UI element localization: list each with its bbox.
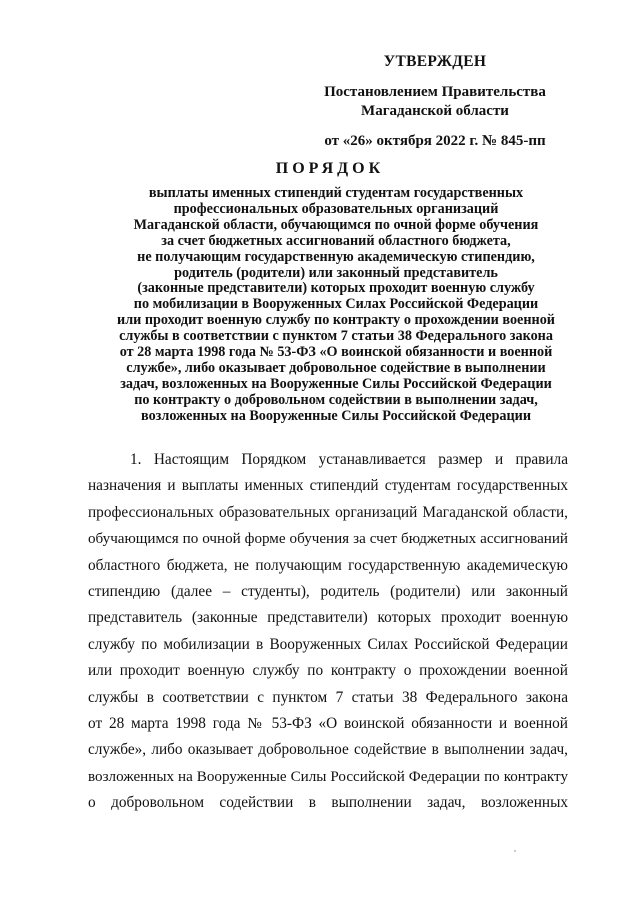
document-subtitle (86, 186, 586, 425)
subtitle-line: родитель (родители) или законный представитель (174, 264, 498, 281)
subtitle-line: за счет бюджетных ассигнований областного бюджета, (161, 232, 511, 249)
subtitle-line: службы в соответствии с пунктом 7 статьи 38 Федерального закона (119, 328, 553, 345)
subtitle-line: (законные представители) которых проходит военную службу (137, 280, 535, 297)
subtitle-line: или проходит военную службу по контракту о прохождении военной (117, 312, 555, 329)
subtitle-line: по мобилизации в Вооруженных Силах Российской Федерации (133, 296, 539, 313)
paragraph-line: о добровольном содействии в выполнении задач, возложенных (88, 794, 568, 812)
subtitle-line: возложенных на Вооруженные Силы Российской Федерации (141, 407, 531, 424)
paragraph-line: службе», либо оказывает добровольное содействие в выполнении задач, (88, 741, 568, 759)
subtitle-line: Магаданской области, обучающимся по очной форме обучения (133, 216, 539, 233)
decree-region-line: Магаданской области (361, 103, 509, 119)
subtitle-line: задач, возложенных на Вооруженные Силы Российской Федерации (120, 375, 552, 392)
decree-date: от «26» октября 2022 г. № 845-пп (324, 133, 546, 149)
paragraph-line: службу по мобилизации в Вооруженных Силах Российской Федерации (88, 635, 568, 653)
subtitle-line: профессиональных образовательных организаций (173, 200, 499, 217)
document-title: ПОРЯДОК (275, 160, 385, 177)
approval-stamp (300, 52, 570, 151)
subtitle-line: службе», либо оказывает добровольное содействие в выполнении (126, 359, 546, 376)
approved-heading: УТВЕРЖДЕН (383, 53, 487, 70)
paragraph-line: 1. Настоящим Порядком устанавливается размер и правила (130, 451, 568, 468)
paragraph-line: назначения и выплаты именных стипендий студентам государственных (88, 477, 568, 495)
paragraph-line: областного бюджета, не получающим государственную академическую (88, 556, 568, 574)
paragraph-1 (88, 447, 568, 816)
paragraph-line: профессиональных образовательных организаций Магаданской области, (88, 503, 568, 521)
paragraph-line: или проходит военную службу по контракту о прохождении военной (88, 662, 568, 680)
paragraph-line: возложенных на Вооруженные Силы Российской Федерации по контракту (88, 768, 568, 785)
paragraph-line: службы в соответствии с пунктом 7 статьи 38 Федерального закона (88, 688, 568, 706)
decree-line: Постановлением Правительства (324, 84, 546, 100)
scan-artifact (514, 850, 516, 852)
paragraph-line: представитель (законные представители) которых проходит военную (88, 609, 568, 627)
paragraph-line: стипендию (далее – студенты), родитель (родители) или законный (88, 582, 568, 600)
subtitle-line: от 28 марта 1998 года № 53-ФЗ «О воинской обязанности и военной (119, 344, 553, 361)
paragraph-line: обучающимся по очной форме обучения за счет бюджетных ассигнований (88, 531, 568, 548)
subtitle-line: не получающим государственную академическую стипендию, (137, 248, 535, 265)
paragraph-line: от 28 марта 1998 года № 53-ФЗ «О воинской обязанности и военной (88, 714, 568, 732)
subtitle-line: выплаты именных стипендий студентам государственных (148, 185, 524, 201)
subtitle-line: по контракту о добровольном содействии в выполнении задач, (134, 391, 538, 408)
